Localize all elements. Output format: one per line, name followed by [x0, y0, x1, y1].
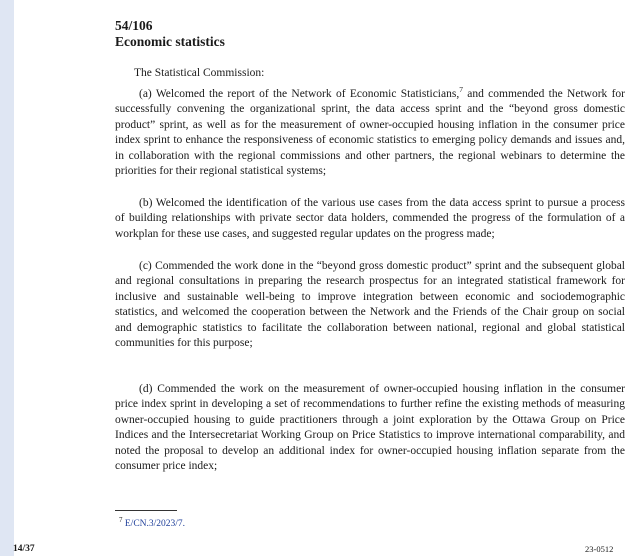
- decision-title: Economic statistics: [115, 34, 225, 49]
- footnote-divider: [115, 510, 177, 511]
- page-number: 14/37: [13, 544, 35, 554]
- document-page: [14, 0, 628, 556]
- decision-number: 54/106: [115, 18, 153, 33]
- paragraph-b: (b) Welcomed the identification of the various use cases from the data access sprint to pursue a process of building relationships with private sector data holders, commended the progress of the formulation of a workplan for these use cases, and suggested regular updates on the progress made;: [115, 197, 625, 240]
- document-code: 23-0512: [585, 544, 614, 554]
- paragraph-a-text: (a) Welcomed the report of the Network of Economic Statisticians,: [139, 88, 460, 100]
- decision-heading: [115, 18, 225, 50]
- paragraph-c: (c) Commended the work done in the “beyond gross domestic product” sprint and the subsequent global and regional consultations in preparing the research prospectus for an integrated statistical framework for inclusive and sustainable well-being to improve integration between economic and sociodemographic statistics, and welcomed the cooperation between the Network and the Friends of the Chair group on social and demographic statistics to facilitate the collaboration between national, regional and global statistical communities for this purpose;: [115, 260, 625, 350]
- footnote: [119, 516, 185, 529]
- footnote-mark: 7: [119, 516, 123, 524]
- footnote-link[interactable]: E/CN.3/2023/7.: [124, 519, 186, 530]
- intro-text: The Statistical Commission:: [134, 67, 265, 79]
- paragraph-d: (d) Commended the work on the measurement of owner-occupied housing inflation in the consumer price index sprint in developing a set of recommendations to further refine the existing methods of measuring owner-occupied housing to guide practitioners through a joint exploration by the Ottawa Group on Price Indices and the Intersecretariat Working Group on Price Statistics to improve international comparability, and noted the proposal to develop an additional index for owner-occupied housing inflation separate from the consumer price index;: [115, 383, 625, 473]
- footnote-ref-7[interactable]: 7: [459, 85, 463, 95]
- paragraph-a-rest: and commended the Network for successfully convening the organizational sprint, the data access sprint and the “beyond gross domestic product” sprint, as well as for the measurement of owner-occupied housing inflation in the consumer price index sprint to enhance the responsiveness of economic statistics to emerging policy demands and issues and, in collaboration with the regional commissions and other partners, the regional webinars to determine the priorities for their regional statistical systems;: [115, 88, 625, 178]
- paragraph-a: [115, 87, 625, 179]
